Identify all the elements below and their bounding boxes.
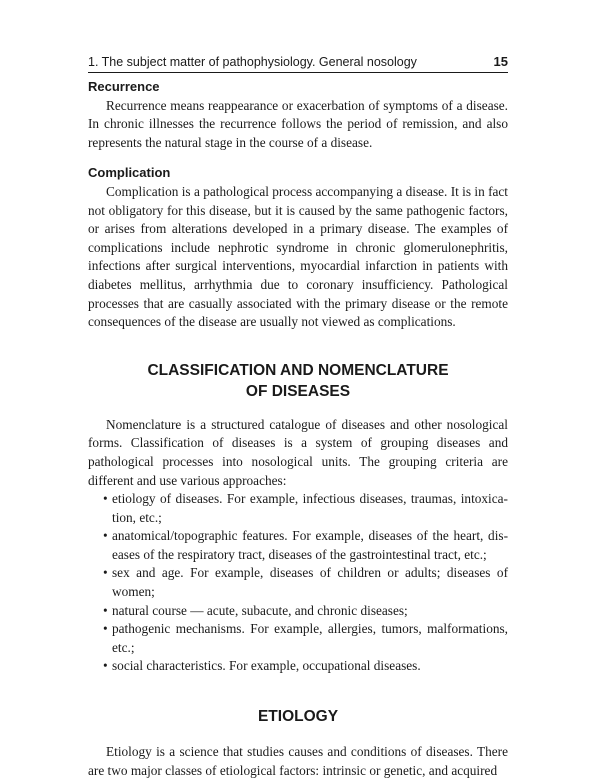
recurrence-heading: Recurrence (88, 79, 160, 94)
criteria-list (88, 490, 508, 676)
list-item: • natural course — acute, subacute, and chronic diseases; (88, 602, 508, 621)
classification-title (88, 360, 508, 402)
page-number: 15 (493, 54, 508, 69)
classification-title-line2: OF DISEASES (245, 382, 351, 400)
classification-title-line1: CLASSIFICATION AND NOMENCLATURE (147, 361, 449, 379)
list-item: • sex and age. For example, diseases of children or adults; diseases of women; (103, 565, 508, 600)
classification-intro: Nomenclature is a structured catalogue of diseases and other nosological forms. Classification of diseases is a system of grouping diseases and pathological processes into nosological units. The grouping criteria are different and use various approaches: (88, 416, 508, 488)
list-item: • pathogenic mechanisms. For example, allergies, tumors, malformations, etc.; (103, 621, 508, 655)
list-item: • social characteristics. For example, occupational diseases. (88, 657, 508, 676)
bullet-icon: • (103, 491, 108, 507)
header-rule (88, 72, 508, 73)
bullet-icon: • (103, 602, 108, 618)
bullet-icon: • (103, 621, 108, 637)
complication-heading: Complication (88, 165, 171, 181)
bullet-icon: • (103, 565, 108, 581)
etiology-title: ETIOLOGY (257, 708, 339, 726)
running-header (88, 53, 508, 71)
bullet-icon: • (103, 658, 108, 674)
list-item: • anatomical/topographic features. For example, diseases of the heart, dis-eases of the respiratory tract, diseases of the gastrointestinal tract, etc.; (103, 528, 508, 562)
complication-paragraph: Complication is a pathological process accompanying a disease. It is in fact not obligatory for this disease, but it is caused by the same pathogenic factors, or arises from alterations developed in a primary disease. The examples of complications include nephrotic syndrome in chronic glomerulonephritis, infections after surgical interventions, myocardial infarction in patients with diabetes mellitus, arrhythmia due to coronary insufficiency. Pathological processes that are casually associated with the primary disease or the remote consequences of the disease are usually not viewed as complications. (88, 183, 508, 330)
page-body (88, 78, 508, 780)
etiology-paragraph: Etiology is a science that studies causes and conditions of diseases. There are two major classes of etiological factors: intrinsic or genetic, and acquired (88, 744, 508, 778)
bullet-icon: • (103, 528, 108, 544)
recurrence-paragraph: Recurrence means reappearance or exacerbation of symptoms of a disease. In chronic illnesses the recurrence follows the period of remission, and also represents the natural stage in the course of a disease. (88, 97, 508, 150)
running-title: 1. The subject matter of pathophysiology. General nosology (88, 55, 417, 69)
list-item: • etiology of diseases. For example, infectious diseases, traumas, intoxica-tion, etc.; (103, 491, 508, 525)
